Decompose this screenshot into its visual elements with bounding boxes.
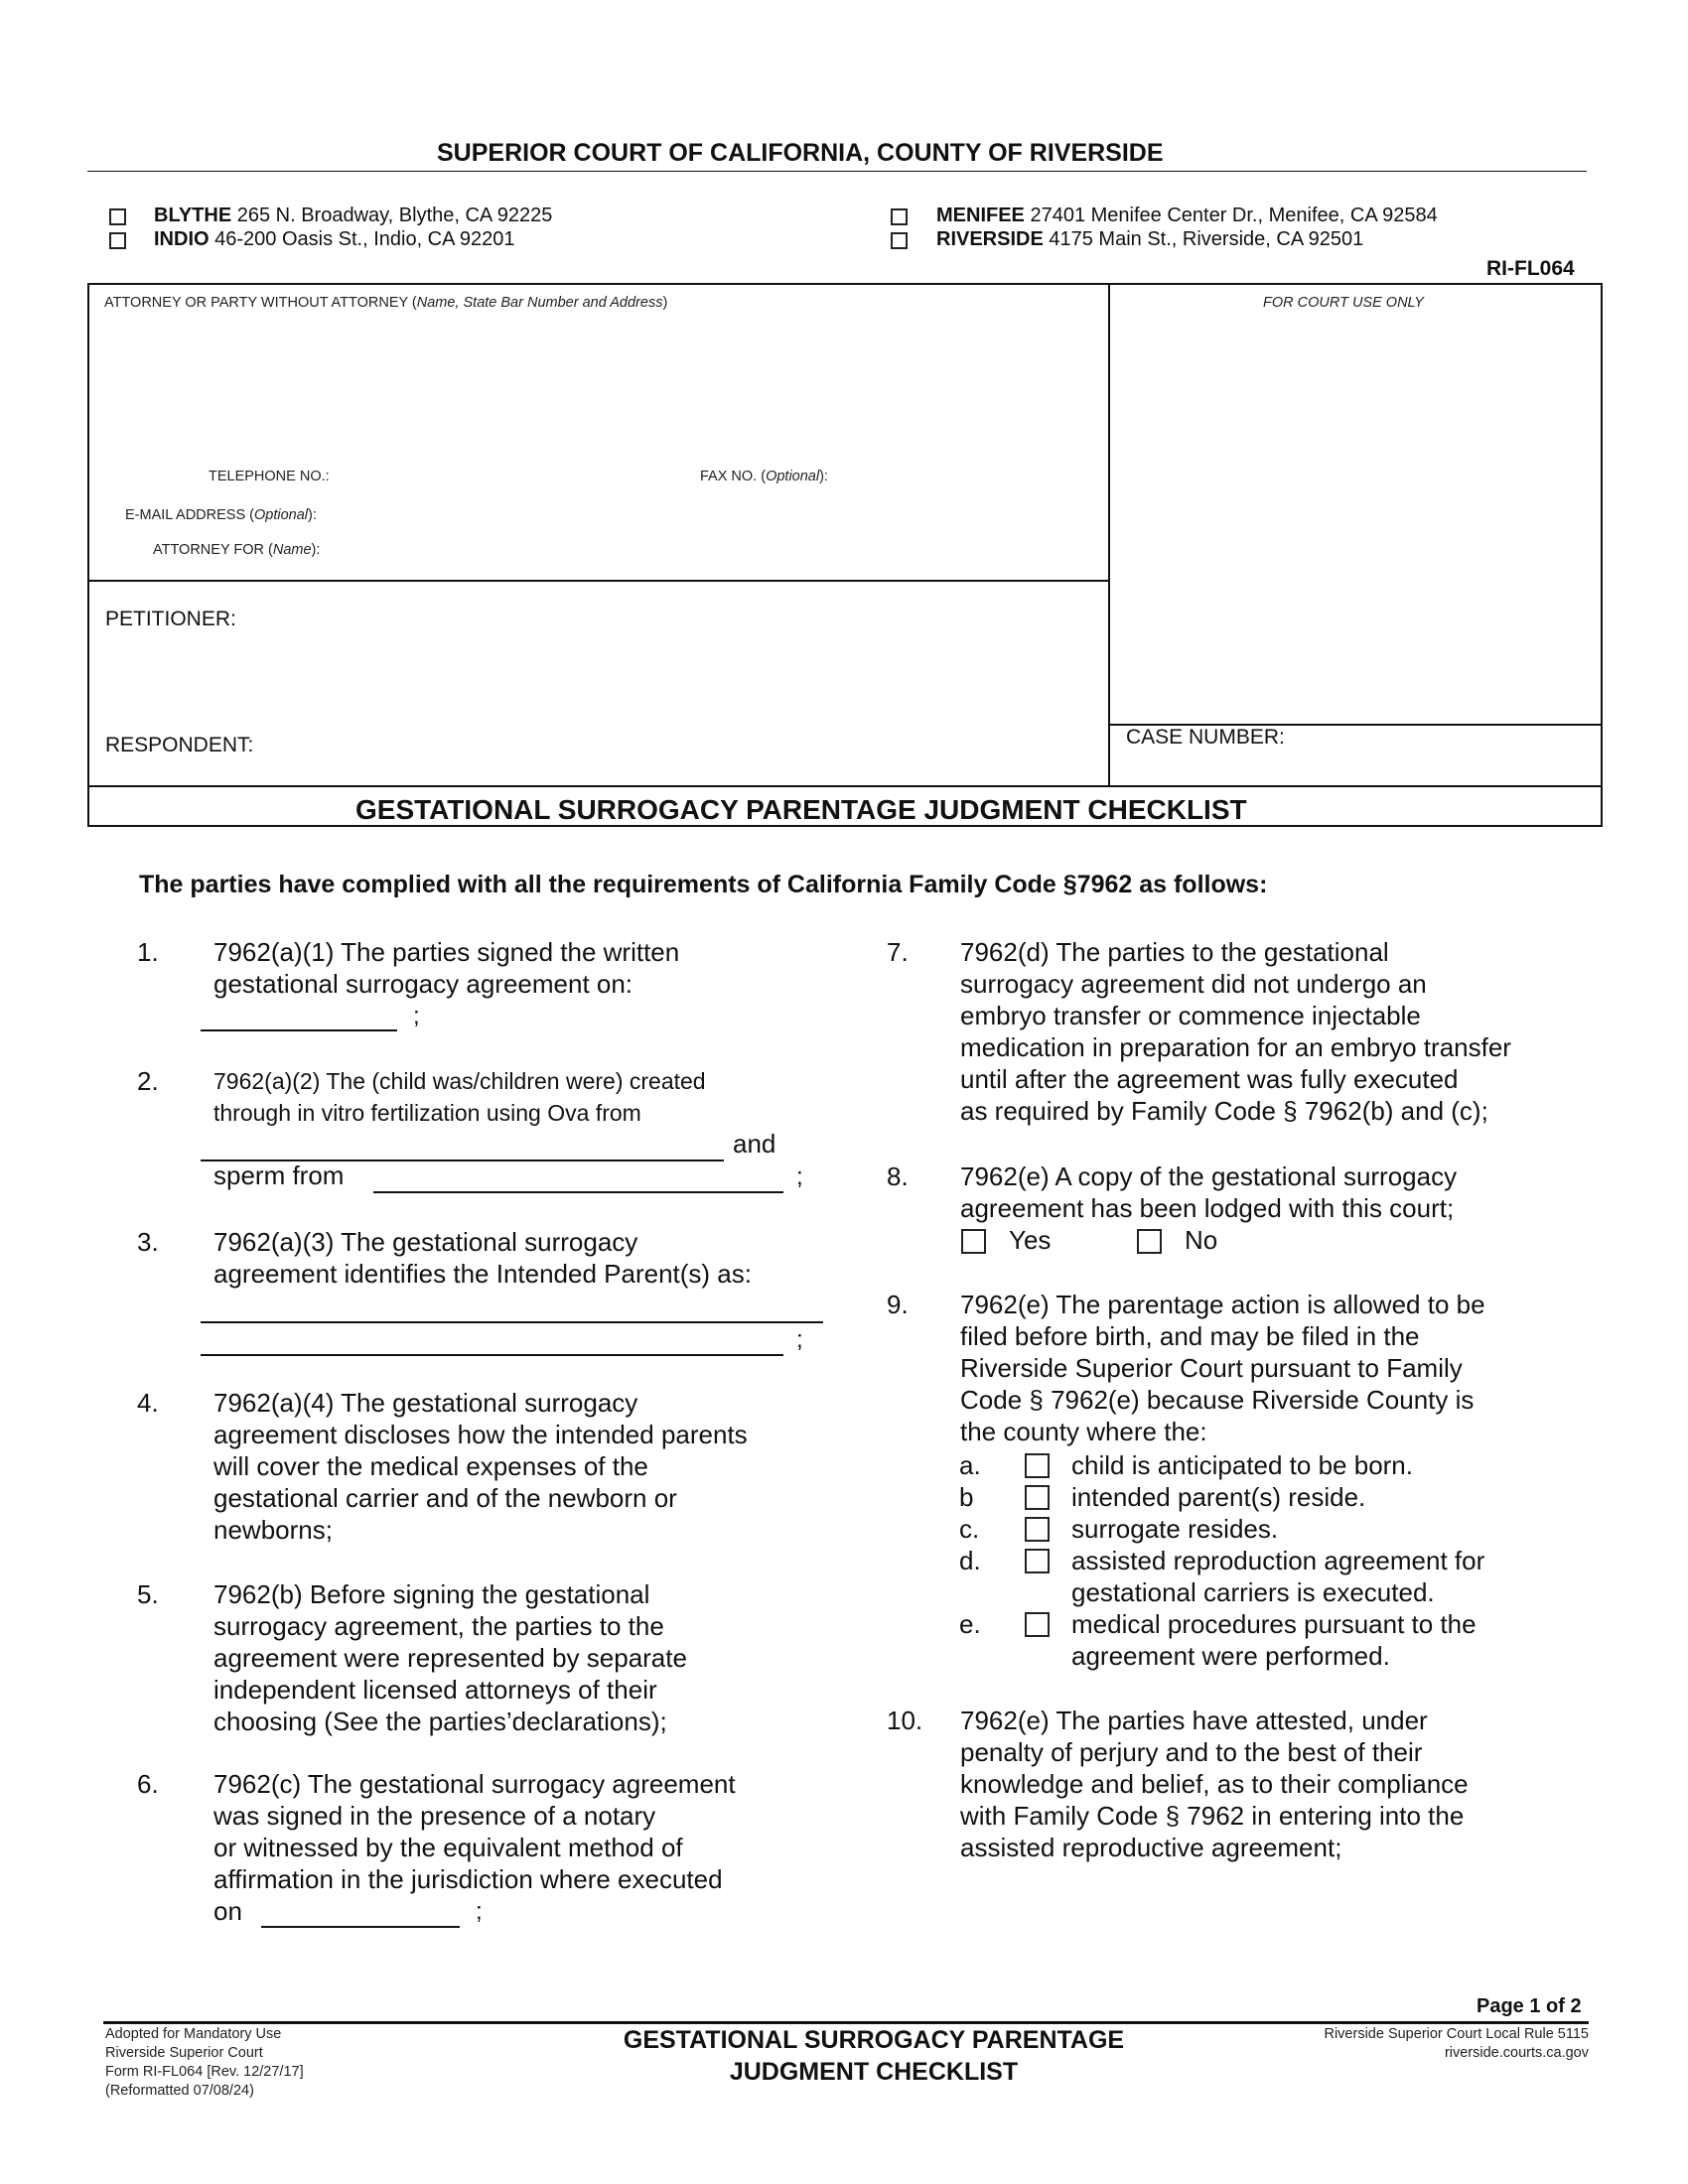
- intended-parent-field-2[interactable]: [201, 1354, 783, 1356]
- county-option-d-checkbox[interactable]: [1025, 1549, 1050, 1573]
- item-3-text: 7962(a)(3) The gestational surrogacy agreement identifies the Intended Parent(s) as:: [213, 1227, 752, 1289]
- item-10-text: 7962(e) The parties have attested, under penalty of perjury and to the best of their knowledge and belief, as to their compliance with Family Code § 7962 in entering into the assisted reproductive agreement;: [960, 1706, 1469, 1862]
- item-3-semicolon: ;: [796, 1326, 803, 1353]
- item-2-number: 2.: [137, 1066, 159, 1096]
- county-option-d-text: assisted reproduction agreement for gestational carriers is executed.: [1071, 1546, 1485, 1607]
- attorney-label: ATTORNEY OR PARTY WITHOUT ATTORNEY (Name, State Bar Number and Address): [104, 295, 668, 311]
- county-option-b-text: intended parent(s) reside.: [1071, 1482, 1366, 1512]
- lodged-no-checkbox[interactable]: [1137, 1229, 1162, 1254]
- lodged-no-label: No: [1185, 1225, 1218, 1255]
- item-6-semicolon: ;: [476, 1898, 483, 1925]
- county-option-c-checkbox[interactable]: [1025, 1517, 1050, 1542]
- footer-left: Adopted for Mandatory Use Riverside Superior Court Form RI-FL064 [Rev. 12/27/17] (Reformatted 07/08/24): [105, 2026, 304, 2099]
- court-use-label: FOR COURT USE ONLY: [1263, 295, 1424, 311]
- form-title: GESTATIONAL SURROGACY PARENTAGE JUDGMENT CHECKLIST: [355, 794, 1247, 825]
- title-row-divider: [87, 785, 1603, 787]
- county-option-c-letter: c.: [959, 1514, 980, 1544]
- footer-title: GESTATIONAL SURROGACY PARENTAGE JUDGMENT CHECKLIST: [623, 2026, 1125, 2086]
- item-1-text: 7962(a)(1) The parties signed the written gestational surrogacy agreement on:: [213, 937, 680, 999]
- item-10-number: 10.: [887, 1706, 923, 1735]
- item-5-text: 7962(b) Before signing the gestational surrogacy agreement, the parties to the agreement were represented by separate independent licensed attorneys of their choosing (See the parties’declarations);: [213, 1579, 687, 1736]
- header-rule: [87, 171, 1587, 172]
- location-riverside: RIVERSIDE 4175 Main St., Riverside, CA 92501: [936, 228, 1364, 250]
- footer-right: Riverside Superior Court Local Rule 5115 riverside.courts.ca.gov: [1324, 2026, 1589, 2061]
- county-option-a-letter: a.: [959, 1450, 981, 1480]
- item-2-and: and: [733, 1129, 776, 1159]
- item-1-semicolon: ;: [413, 1003, 420, 1029]
- item-4-number: 4.: [137, 1388, 159, 1418]
- county-option-b-letter: b: [959, 1482, 974, 1512]
- county-option-a-checkbox[interactable]: [1025, 1453, 1050, 1478]
- county-option-e-letter: e.: [959, 1609, 981, 1639]
- telephone-label: TELEPHONE NO.:: [209, 469, 330, 484]
- case-number-label: CASE NUMBER:: [1126, 726, 1285, 749]
- item-4-text: 7962(a)(4) The gestational surrogacy agreement discloses how the intended parents will cover the medical expenses of the gestational carrier and of the newborn or newborns;: [213, 1388, 748, 1545]
- petitioner-label: PETITIONER:: [105, 608, 236, 630]
- email-label: E-MAIL ADDRESS (Optional):: [125, 507, 317, 523]
- caption-divider-v: [1108, 283, 1110, 785]
- item-8-number: 8.: [887, 1161, 909, 1191]
- lodged-yes-checkbox[interactable]: [961, 1229, 986, 1254]
- attorney-for-label: ATTORNEY FOR (Name):: [153, 542, 321, 558]
- item-6-number: 6.: [137, 1769, 159, 1799]
- respondent-label: RESPONDENT:: [105, 734, 254, 756]
- item-6-text: 7962(c) The gestational surrogacy agreement was signed in the presence of a notary or witnessed by the equivalent method of affirmation in the jurisdiction where executed on: [213, 1769, 736, 1926]
- item-2-sperm-label: sperm from: [213, 1160, 345, 1190]
- item-5-number: 5.: [137, 1579, 159, 1609]
- county-option-e-checkbox[interactable]: [1025, 1612, 1050, 1637]
- attorney-divider: [87, 580, 1110, 582]
- item-1-date-field[interactable]: [201, 1029, 397, 1031]
- page-number: Page 1 of 2: [1477, 1995, 1582, 2017]
- item-1-number: 1.: [137, 937, 159, 967]
- form-code: RI-FL064: [1486, 257, 1575, 280]
- indio-checkbox[interactable]: [109, 232, 126, 249]
- sperm-source-field[interactable]: [373, 1191, 783, 1193]
- county-option-c-text: surrogate resides.: [1071, 1514, 1279, 1544]
- county-option-d-letter: d.: [959, 1546, 981, 1575]
- county-option-e-text: medical procedures pursuant to the agreement were performed.: [1071, 1609, 1477, 1671]
- item-6-date-field[interactable]: [261, 1926, 460, 1928]
- court-title: SUPERIOR COURT OF CALIFORNIA, COUNTY OF RIVERSIDE: [437, 139, 1164, 167]
- intro-statement: The parties have complied with all the requirements of California Family Code §7962 as follows:: [139, 871, 1268, 898]
- blythe-checkbox[interactable]: [109, 208, 126, 225]
- riverside-checkbox[interactable]: [891, 232, 908, 249]
- county-option-a-text: child is anticipated to be born.: [1071, 1450, 1413, 1480]
- county-option-b-checkbox[interactable]: [1025, 1485, 1050, 1510]
- lodged-yes-label: Yes: [1009, 1225, 1052, 1255]
- item-3-number: 3.: [137, 1227, 159, 1257]
- item-9-number: 9.: [887, 1290, 909, 1319]
- item-8-text: 7962(e) A copy of the gestational surrogacy agreement has been lodged with this court;: [960, 1161, 1458, 1223]
- item-7-text: 7962(d) The parties to the gestational surrogacy agreement did not undergo an embryo transfer or commence injectable medication in preparation for an embryo transfer until after the agreement was fully executed as required by Family Code § 7962(b) and (c);: [960, 937, 1511, 1126]
- item-2-semicolon: ;: [796, 1163, 803, 1190]
- item-9-text: 7962(e) The parentage action is allowed to be filed before birth, and may be filed in the Riverside Superior Court pursuant to Family Code § 7962(e) because Riverside County is the county where the:: [960, 1290, 1485, 1446]
- location-blythe: BLYTHE 265 N. Broadway, Blythe, CA 92225: [154, 205, 553, 226]
- fax-label: FAX NO. (Optional):: [700, 469, 828, 484]
- intended-parent-field-1[interactable]: [201, 1321, 823, 1323]
- menifee-checkbox[interactable]: [891, 208, 908, 225]
- item-2-text: 7962(a)(2) The (child was/children were) created through in vitro fertilization using Ova from: [213, 1068, 706, 1126]
- item-7-number: 7.: [887, 937, 909, 967]
- location-menifee: MENIFEE 27401 Menifee Center Dr., Menifee, CA 92584: [936, 205, 1438, 226]
- location-indio: INDIO 46-200 Oasis St., Indio, CA 92201: [154, 228, 515, 250]
